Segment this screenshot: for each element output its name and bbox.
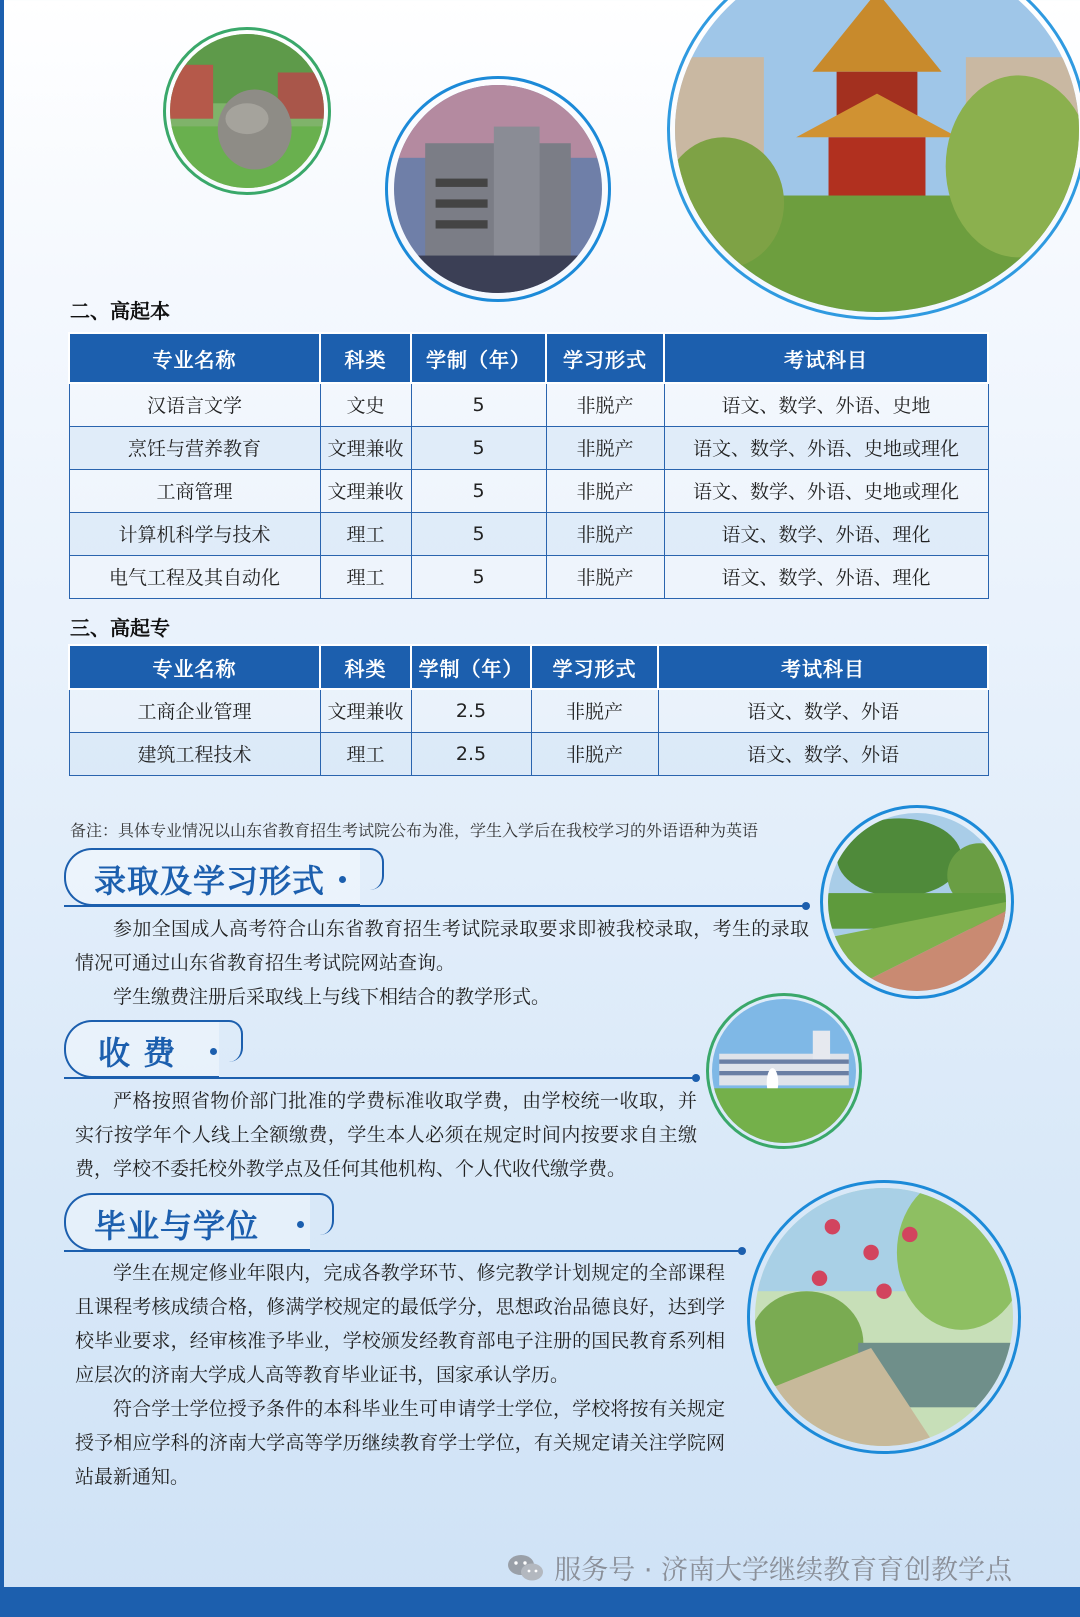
table-cell: 文理兼收 xyxy=(320,426,411,469)
table-header: 考试科目 xyxy=(658,645,988,689)
table-cell: 汉语言文学 xyxy=(69,383,320,426)
table-header: 专业名称 xyxy=(69,645,320,689)
table-cell: 工商管理 xyxy=(69,469,320,512)
table-cell: 烹饪与营养教育 xyxy=(69,426,320,469)
campus-path-photo xyxy=(828,813,1006,991)
table-cell: 非脱产 xyxy=(531,732,658,775)
left-edge-strip xyxy=(0,0,4,1617)
table-header: 学制（年） xyxy=(411,645,531,689)
table-header: 专业名称 xyxy=(69,333,320,383)
table-cell: 非脱产 xyxy=(546,512,664,555)
table-cell: 理工 xyxy=(320,512,411,555)
table-cell: 语文、数学、外语、史地或理化 xyxy=(664,469,988,512)
table-row xyxy=(69,512,988,555)
table-cell: 非脱产 xyxy=(546,426,664,469)
table-row xyxy=(69,732,988,775)
table-cell: 计算机科学与技术 xyxy=(69,512,320,555)
admission-heading xyxy=(64,848,360,906)
admission-heading-text: 录取及学习形式 xyxy=(94,862,326,900)
wechat-icon xyxy=(506,1553,544,1583)
table-header: 学习形式 xyxy=(531,645,658,689)
table-cell: 2.5 xyxy=(411,689,531,732)
admission-paragraph-1: 参加全国成人高考符合山东省教育招生考试院录取要求即被我校录取，考生的录取情况可通过山东省教育招生考试院网站查询。 xyxy=(75,918,809,974)
table-header: 科类 xyxy=(320,645,411,689)
table-header: 学制（年） xyxy=(411,333,546,383)
table-header: 考试科目 xyxy=(664,333,988,383)
table-cell: 语文、数学、外语、理化 xyxy=(664,512,988,555)
table-cell: 建筑工程技术 xyxy=(69,732,320,775)
table-cell: 5 xyxy=(411,469,546,512)
table-cell: 理工 xyxy=(320,555,411,598)
table-cell: 电气工程及其自动化 xyxy=(69,555,320,598)
graduation-heading-text: 毕业与学位 xyxy=(94,1207,260,1245)
table-cell: 语文、数学、外语、史地 xyxy=(664,383,988,426)
table-cell: 5 xyxy=(411,555,546,598)
table-cell: 语文、数学、外语、理化 xyxy=(664,555,988,598)
library-building-photo xyxy=(394,85,602,293)
table-cell: 5 xyxy=(411,383,546,426)
table-cell: 文理兼收 xyxy=(320,469,411,512)
fountain-square-photo xyxy=(712,999,856,1143)
table-row xyxy=(69,689,988,732)
table-cell: 5 xyxy=(411,426,546,469)
table-cell: 非脱产 xyxy=(546,469,664,512)
associate-program-table xyxy=(68,644,989,776)
wechat-watermark xyxy=(506,1548,1012,1587)
graduation-paragraph-1: 学生在规定修业年限内，完成各教学环节、修完教学计划规定的全部课程且课程考核成绩合格，修满学校规定的最低学分，思想政治品德良好，达到学校毕业要求，经审核准予毕业，学校颁发经教育部电子注册的国民教育系列相应层次的济南大学成人高等教育毕业证书，国家承认学历。 xyxy=(75,1262,725,1386)
table-row xyxy=(69,426,988,469)
table-cell: 文理兼收 xyxy=(320,689,411,732)
table-cell: 语文、数学、外语、史地或理化 xyxy=(664,426,988,469)
table-cell: 文史 xyxy=(320,383,411,426)
admission-paragraph-2: 学生缴费注册后采取线上与线下相结合的教学形式。 xyxy=(113,986,551,1008)
table-cell: 工商企业管理 xyxy=(69,689,320,732)
table-cell: 5 xyxy=(411,512,546,555)
graduation-divider xyxy=(64,1250,742,1252)
table-cell: 语文、数学、外语 xyxy=(658,732,988,775)
fees-heading-text: 收 费 xyxy=(98,1034,177,1072)
table-cell: 语文、数学、外语 xyxy=(658,689,988,732)
table-row xyxy=(69,383,988,426)
admission-divider xyxy=(64,905,806,907)
table-row xyxy=(69,555,988,598)
section-title-associate: 三、高起专 xyxy=(70,616,170,640)
fees-paragraph: 严格按照省物价部门批准的学费标准收取学费，由学校统一收取，并实行按学年个人线上全额缴费，学生本人必须在规定时间内按要求自主缴费，学校不委托校外教学点及任何其他机构、个人代收代缴学费。 xyxy=(75,1090,697,1180)
fees-heading xyxy=(64,1020,219,1078)
heading-dot xyxy=(297,1221,304,1228)
graduation-heading xyxy=(64,1193,310,1251)
watermark-text: 服务号 · 济南大学继续教育育创教学点 xyxy=(554,1555,1012,1586)
footnote: 备注：具体专业情况以山东省教育招生考试院公布为准，学生入学后在我校学习的外语语种为英语 xyxy=(70,821,759,840)
bottom-bar xyxy=(0,1587,1080,1617)
campus-rock-photo xyxy=(170,34,324,188)
heading-dot xyxy=(339,876,346,883)
fees-divider xyxy=(64,1077,696,1079)
table-cell: 2.5 xyxy=(411,732,531,775)
heading-dot xyxy=(210,1048,217,1055)
table-header: 学习形式 xyxy=(546,333,664,383)
graduation-paragraph-2: 符合学士学位授予条件的本科毕业生可申请学士学位，学校将按有关规定授予相应学科的济南大学高等学历继续教育学士学位，有关规定请关注学院网站最新通知。 xyxy=(75,1398,725,1488)
section-title-bachelor: 二、高起本 xyxy=(70,299,170,323)
lake-blossom-photo xyxy=(755,1188,1013,1446)
table-cell: 非脱产 xyxy=(546,383,664,426)
table-cell: 非脱产 xyxy=(546,555,664,598)
table-header: 科类 xyxy=(320,333,411,383)
table-cell: 非脱产 xyxy=(531,689,658,732)
table-cell: 理工 xyxy=(320,732,411,775)
bachelor-program-table xyxy=(68,332,989,599)
table-row xyxy=(69,469,988,512)
